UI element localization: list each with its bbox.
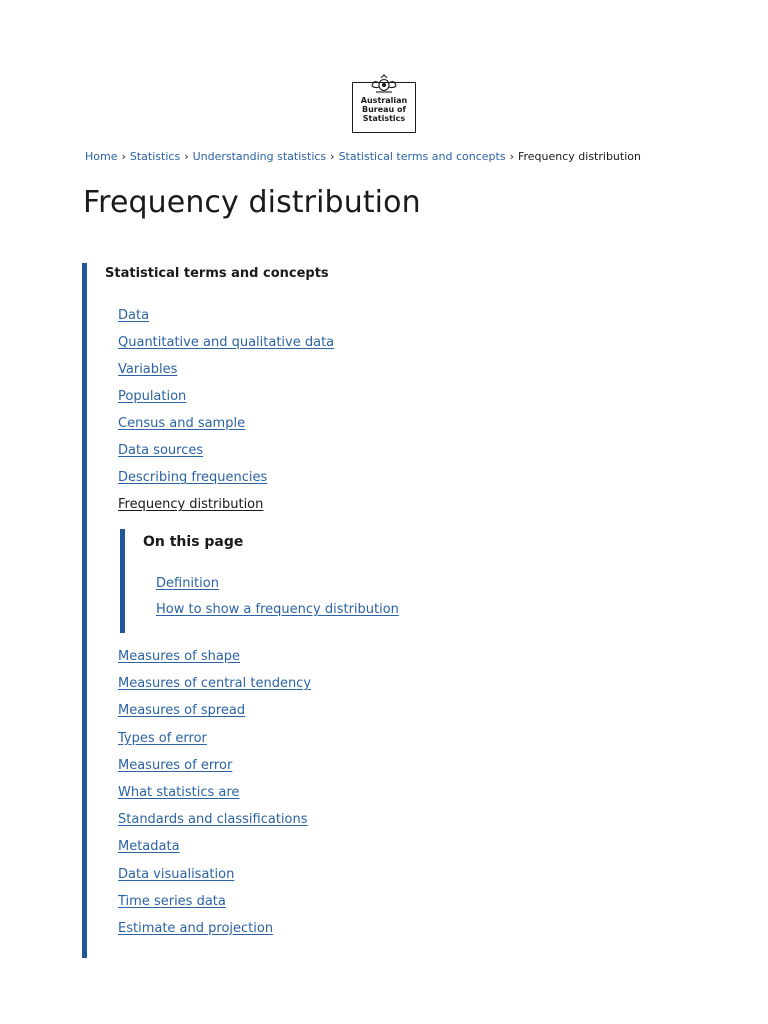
breadcrumb-understanding-statistics[interactable]: Understanding statistics [192,150,327,163]
list-item [118,728,311,755]
list-item [118,467,334,494]
breadcrumb-current: Frequency distribution [517,150,641,163]
nav-link-central-tendency[interactable]: Measures of central tendency [118,676,312,692]
chevron-right-icon: › [330,150,335,163]
nav-link-variables[interactable]: Variables [118,362,178,377]
list-item [118,809,311,836]
breadcrumb-statistical-terms[interactable]: Statistical terms and concepts [338,150,506,163]
list-item [118,700,311,727]
section-nav-list-continued [118,646,311,945]
on-this-page-list [156,573,399,625]
nav-link-time-series-data[interactable]: Time series data [118,893,226,909]
nav-link-standards-classifications[interactable]: Standards and classifications [118,812,308,828]
nav-link-quantitative-qualitative[interactable]: Quantitative and qualitative data [118,335,335,350]
list-item [118,782,311,809]
anchor-link-how-to-show[interactable]: How to show a frequency distribution [156,602,399,617]
on-this-page [120,529,440,633]
nav-link-data-sources[interactable]: Data sources [118,443,204,458]
breadcrumb-statistics[interactable]: Statistics [129,150,181,163]
on-this-page-heading: On this page [143,534,244,550]
page-title: Frequency distribution [83,185,421,220]
chevron-right-icon: › [121,150,126,163]
nav-link-population[interactable]: Population [118,389,187,404]
list-item [118,918,311,945]
breadcrumb-home[interactable]: Home [85,150,118,163]
list-item [118,440,334,467]
list-item [118,359,334,386]
nav-link-measures-of-shape[interactable]: Measures of shape [118,649,241,664]
list-item [118,673,311,700]
breadcrumb [85,149,641,165]
nav-link-estimate-projection[interactable]: Estimate and projection [118,920,274,936]
nav-link-frequency-distribution[interactable]: Frequency distribution [118,497,264,512]
nav-link-measures-of-spread[interactable]: Measures of spread [118,703,246,719]
list-item [118,891,311,918]
list-item [118,332,334,359]
list-item [118,413,334,440]
nav-link-measures-of-error[interactable]: Measures of error [118,757,233,773]
list-item [156,573,399,599]
nav-link-types-of-error[interactable]: Types of error [118,730,207,746]
list-item [118,755,311,782]
chevron-right-icon: › [509,150,514,163]
list-item [118,386,334,413]
logo-wordmark: Australian Bureau of Statistics [360,96,408,123]
nav-link-describing-frequencies[interactable]: Describing frequencies [118,470,268,485]
section-nav-heading: Statistical terms and concepts [105,266,329,281]
chevron-right-icon: › [184,150,189,163]
list-item [156,599,399,625]
nav-link-what-statistics-are[interactable]: What statistics are [118,784,240,800]
list-item [118,305,334,332]
nav-link-census-sample[interactable]: Census and sample [118,416,246,431]
list-item [118,646,311,673]
anchor-link-definition[interactable]: Definition [156,576,219,591]
nav-link-metadata[interactable]: Metadata [118,839,180,855]
abs-logo-link[interactable] [352,74,416,133]
section-nav-list [118,305,334,521]
list-item [118,864,311,891]
list-item [118,494,334,521]
nav-link-data[interactable]: Data [118,308,150,323]
list-item [118,836,311,863]
section-nav [82,263,702,958]
nav-link-data-visualisation[interactable]: Data visualisation [118,866,235,882]
